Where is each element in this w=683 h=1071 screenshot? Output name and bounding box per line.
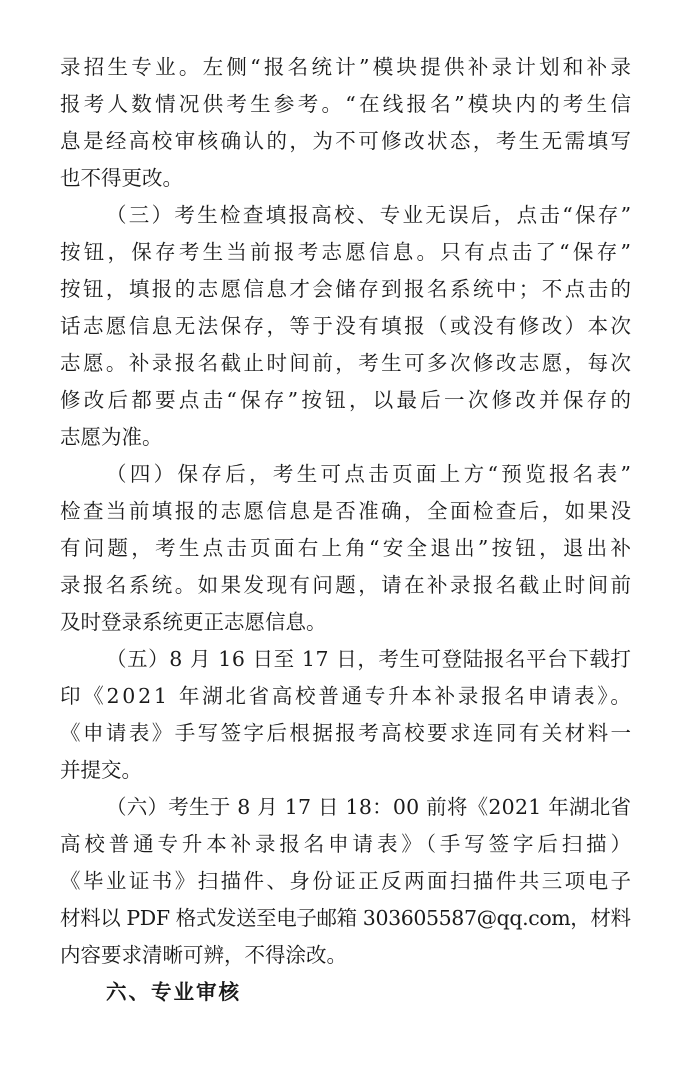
text-line bbox=[0, 714, 683, 752]
text-line bbox=[0, 344, 683, 382]
text-line bbox=[0, 233, 683, 271]
line-text: 内容要求清晰可辨，不得涂改。 bbox=[60, 943, 347, 967]
line-text: 检查当前填报的志愿信息是否准确，全面检查后，如果没 bbox=[60, 499, 634, 523]
text-line bbox=[0, 603, 683, 641]
text-line bbox=[0, 270, 683, 308]
text-line bbox=[0, 418, 683, 456]
line-text: 报考人数情况供考生参考。“在线报名”模块内的考生信 bbox=[60, 92, 635, 116]
line-text: 印《2021 年湖北省高校普通专升本补录报名申请表》。 bbox=[60, 684, 634, 708]
line-text: 录报名系统。如果发现有问题，请在补录报名截止时间前 bbox=[60, 573, 634, 597]
text-line bbox=[0, 455, 683, 493]
text-line bbox=[0, 492, 683, 530]
line-text: 修改后都要点击“保存”按钮，以最后一次修改并保存的 bbox=[60, 388, 635, 412]
line-text: 也不得更改。 bbox=[60, 166, 183, 190]
text-line bbox=[0, 196, 683, 234]
line-text: 话志愿信息无法保存，等于没有填报（或没有修改）本次 bbox=[60, 314, 634, 338]
text-line bbox=[0, 751, 683, 789]
line-text: 按钮，填报的志愿信息才会储存到报名系统中；不点击的 bbox=[60, 277, 634, 301]
text-line bbox=[0, 381, 683, 419]
text-line bbox=[0, 85, 683, 123]
text-line bbox=[0, 862, 683, 900]
line-text: （五）8 月 16 日至 17 日，考生可登陆报名平台下载打 bbox=[106, 647, 632, 671]
text-line bbox=[0, 640, 683, 678]
text-line bbox=[0, 307, 683, 345]
heading-text: 六、专业审核 bbox=[106, 980, 241, 1004]
section-heading bbox=[0, 973, 683, 1011]
text-line bbox=[0, 48, 683, 86]
line-text: 录招生专业。左侧“报名统计”模块提供补录计划和补录 bbox=[60, 55, 635, 79]
line-text: 志愿为准。 bbox=[60, 425, 163, 449]
line-text: 《毕业证书》扫描件、身份证正反两面扫描件共三项电子 bbox=[60, 869, 634, 893]
text-line bbox=[0, 529, 683, 567]
line-text: 《申请表》手写签字后根据报考高校要求连同有关材料一 bbox=[60, 721, 634, 745]
line-text: 并提交。 bbox=[60, 758, 142, 782]
text-line bbox=[0, 788, 683, 826]
line-text: 有问题，考生点击页面右上角“安全退出”按钮，退出补 bbox=[60, 536, 635, 560]
text-line bbox=[0, 899, 683, 937]
line-text: 高校普通专升本补录报名申请表》（手写签字后扫描） bbox=[60, 832, 635, 856]
text-line bbox=[0, 677, 683, 715]
line-text: 息是经高校审核确认的，为不可修改状态，考生无需填写 bbox=[60, 129, 634, 153]
line-text: 及时登录系统更正志愿信息。 bbox=[60, 610, 327, 634]
line-text: 材料以 PDF 格式发送至电子邮箱 303605587@qq.com，材料 bbox=[60, 906, 631, 930]
line-text: 志愿。补录报名截止时间前，考生可多次修改志愿，每次 bbox=[60, 351, 634, 375]
line-text: 按钮，保存考生当前报考志愿信息。只有点击了“保存” bbox=[60, 240, 635, 264]
line-text: （六）考生于 8 月 17 日 18：00 前将《2021 年湖北省 bbox=[106, 795, 632, 819]
text-line bbox=[0, 159, 683, 197]
text-line bbox=[0, 936, 683, 974]
text-line bbox=[0, 825, 683, 863]
line-text: （三）考生检查填报高校、专业无误后，点击“保存” bbox=[106, 203, 634, 227]
text-line bbox=[0, 566, 683, 604]
text-line bbox=[0, 122, 683, 160]
line-text: （四）保存后，考生可点击页面上方“预览报名表” bbox=[106, 462, 635, 486]
